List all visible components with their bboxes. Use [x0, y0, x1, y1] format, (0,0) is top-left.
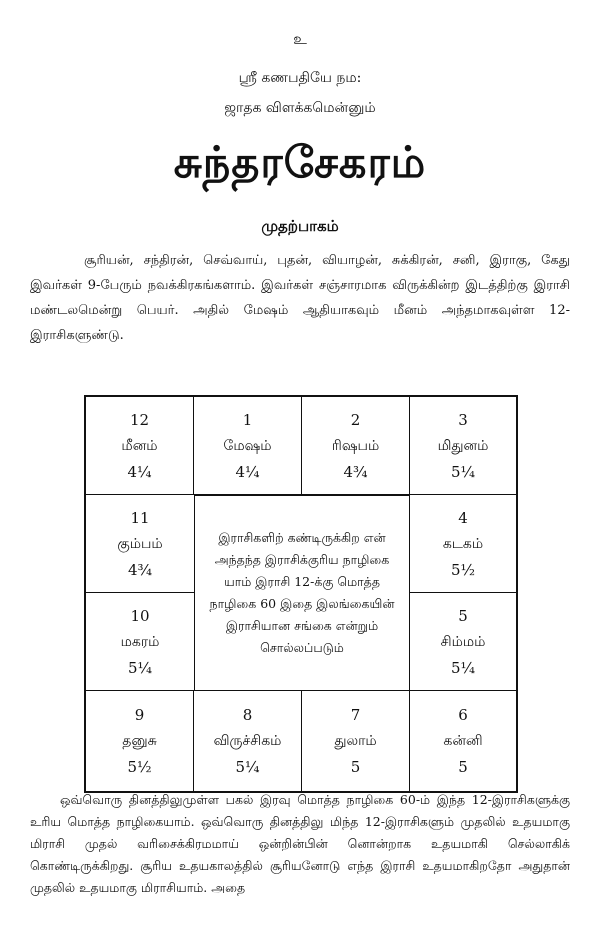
rasi-nazhigai: 4¾ [343, 462, 368, 481]
rasi-name: சிம்மம் [440, 633, 486, 650]
rasi-nazhigai: 4¼ [235, 462, 260, 481]
rasi-cell-9 [86, 691, 194, 791]
rasi-nazhigai: 5¼ [235, 758, 260, 776]
rasi-number: 9 [134, 706, 145, 724]
section-title: முதற்பாகம் [261, 217, 339, 235]
rasi-number: 12 [129, 410, 150, 429]
rasi-nazhigai: 5¼ [450, 658, 476, 677]
rasi-name: ரிஷபம் [331, 437, 380, 454]
rasi-cell-8 [194, 691, 302, 791]
rasi-name: கடகம் [442, 535, 484, 552]
rasi-number: 8 [242, 706, 253, 724]
rasi-cell-4 [410, 495, 516, 593]
rasi-number: 7 [350, 706, 361, 724]
rasi-number: 2 [350, 410, 361, 429]
rasi-cell-3 [410, 397, 516, 495]
rasi-number: 5 [458, 606, 468, 625]
rasi-nazhigai: 5 [458, 758, 468, 776]
rasi-name: மிதுனம் [437, 437, 489, 454]
rasi-chart-center-note: இராசிகளிற் கண்டிருக்கிற என் அந்தந்த இராசிக்குரிய நாழிகை யாம் இராசி 12-க்கு மொத்த நாழிகை 60 இதை இலங்கையின் இராசியான சங்கை என்றும் சொல்லப்படும் [194, 495, 410, 691]
rasi-name: மகரம் [120, 633, 160, 650]
rasi-cell-7 [302, 691, 410, 791]
rasi-nazhigai: 5½ [127, 758, 152, 776]
book-title: சுந்தரசேகரம் [173, 138, 427, 188]
body-paragraph: ஒவ்வொரு தினத்திலுமுள்ள பகல் இரவு மொத்த நாழிகை 60-ம் இந்த 12-இராசிகளுக்கு உரிய மொத்த நாழிகையாம். ஒவ்வொரு தினத்திலு மிந்த 12-இராசிகளும் முதலில் உதயமாகு மிராசி முதல் வரிசைக்கிரமமாய் ஒன்றின்பின் னொன்றாக உதயமாகி செல்லாகிக் கொண்டிருக்கிறது. சூரிய உதயகாலத்தில் சூரியனோடு எந்த இராசி உதயமாகிறதோ அதுதான் முதலில் உதயமாகு மிராசியாம். அதை [30, 792, 570, 895]
rasi-number: 4 [458, 508, 468, 527]
rasi-name: துலாம் [334, 733, 377, 749]
rasi-cell-6 [410, 691, 516, 791]
intro-paragraph: சூரியன், சந்திரன், செவ்வாய், புதன், வியாழன், சுக்கிரன், சனி, இராகு, கேது இவர்கள் 9-பேரும் நவக்கிரகங்களாம். இவர்கள் சஞ்சாரமாக விருக்கின்ற இடத்திற்கு இராசி மண்டலமென்று பெயர். அதில் மேஷம் ஆதியாகவும் மீனம் அந்தமாகவுள்ள 12-இராசிகளுண்டு. [30, 253, 570, 343]
rasi-nazhigai: 5 [350, 758, 361, 776]
rasi-name: தனுசு [122, 733, 157, 749]
invocation-line: ஸ்ரீ கணபதியே நம: [238, 70, 362, 86]
rasi-name: மீனம் [121, 437, 158, 454]
page-number: உ [293, 30, 307, 48]
rasi-cell-12 [86, 397, 194, 495]
rasi-nazhigai: 5¼ [450, 462, 476, 481]
rasi-nazhigai: 4¾ [127, 560, 153, 579]
rasi-cell-1 [194, 397, 302, 495]
rasi-number: 11 [130, 508, 150, 527]
rasi-cell-10 [86, 593, 194, 691]
rasi-number: 6 [458, 706, 468, 724]
rasi-name: கும்பம் [117, 535, 163, 552]
rasi-number: 3 [458, 410, 468, 429]
rasi-name: விருச்சிகம் [213, 733, 282, 749]
rasi-number: 10 [130, 606, 150, 625]
rasi-cell-11 [86, 495, 194, 593]
rasi-number: 1 [242, 410, 253, 429]
subtitle-line: ஜாதக விளக்கமென்னும் [224, 100, 376, 116]
rasi-nazhigai: 4¼ [127, 462, 152, 481]
rasi-cell-5 [410, 593, 516, 691]
rasi-cell-2 [302, 397, 410, 495]
rasi-name: கன்னி [443, 733, 483, 749]
rasi-chart [84, 395, 518, 793]
rasi-nazhigai: 5½ [450, 560, 476, 579]
rasi-name: மேஷம் [223, 437, 272, 454]
rasi-nazhigai: 5¼ [127, 658, 153, 677]
